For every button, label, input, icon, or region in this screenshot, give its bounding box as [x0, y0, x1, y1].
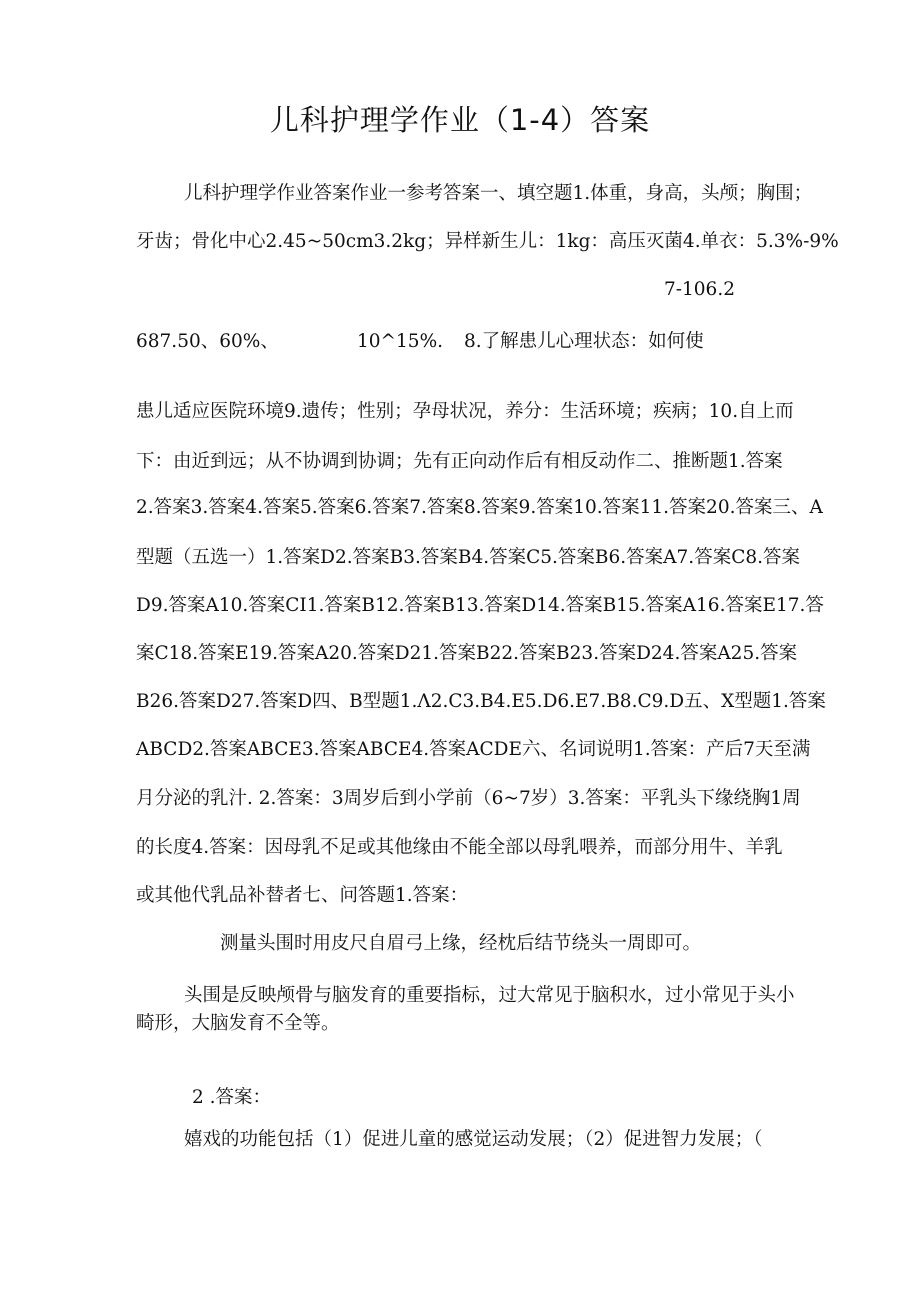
- text-line: 7-106.2: [664, 279, 735, 300]
- text-line: 患儿适应医院环境9.遗传；性别；孕母状况，养分：生活环境；疾病；10.自上而: [136, 401, 794, 422]
- text-line: B26.答案D27.答案D四、B型题1.Λ2.C3.B4.E5.D6.E7.B8.C9.D五、X型题1.答案: [136, 691, 826, 712]
- text-segment: 687.50、60%、: [136, 331, 279, 352]
- text-line: 的长度4.答案：因母乳不足或其他缘由不能全部以母乳喂养，而部分用牛、羊乳: [136, 837, 783, 858]
- text-line: 下：由近到远；从不协调到协调；先有正向动作后有相反动作二、推断题1.答案: [136, 451, 783, 472]
- text-line: 头围是反映颅骨与脑发育的重要指标，过大常见于脑积水，过小常见于头小: [184, 985, 795, 1006]
- document-title: 儿科护理学作业（1-4）答案: [269, 103, 651, 137]
- text-line: 牙齿；骨化中心2.45~50cm3.2kg；异样新生儿：1kg：高压灭菌4.单衣：5.3%-9%: [136, 231, 839, 252]
- text-segment: 10^15%.: [357, 331, 444, 352]
- text-line: 案C18.答案E19.答案A20.答案D21.答案B22.答案B23.答案D24.答案A25.答案: [136, 643, 798, 664]
- text-line: 测量头围时用皮尺自眉弓上缘，经枕后结节绕头一周即可。: [220, 933, 702, 954]
- text-line: ABCD2.答案ABCE3.答案ABCE4.答案ACDE六、名词说明1.答案：产后7天至满: [136, 739, 811, 760]
- text-line: 畸形，大脑发育不全等。: [136, 1013, 340, 1034]
- text-line: 儿科护理学作业答案作业一参考答案一、填空题1.体重，身高，头颅；胸围；: [184, 183, 813, 204]
- text-segment: 8.了解患儿心理状态：如何使: [464, 331, 704, 352]
- text-line: D9.答案A10.答案CI1.答案B12.答案B13.答案D14.答案B15.答案A16.答案E17.答: [136, 595, 824, 616]
- text-line: 或其他代乳品补替者七、问答题1.答案：: [136, 885, 469, 906]
- text-line: 型题（五选一）1.答案D2.答案B3.答案B4.答案C5.答案B6.答案A7.答案C8.答案: [136, 547, 800, 568]
- text-line: 2.答案3.答案4.答案5.答案6.答案7.答案8.答案9.答案10.答案11.答案20.答案三、A: [136, 497, 823, 518]
- text-line: 2 .答案：: [192, 1087, 272, 1108]
- text-line: 月分泌的乳汁. 2.答案：3周岁后到小学前（6~7岁）3.答案：平乳头下缘绕胸1周: [136, 788, 801, 809]
- text-line: 嬉戏的功能包括（1）促进儿童的感觉运动发展；（2）促进智力发展；（: [184, 1129, 763, 1150]
